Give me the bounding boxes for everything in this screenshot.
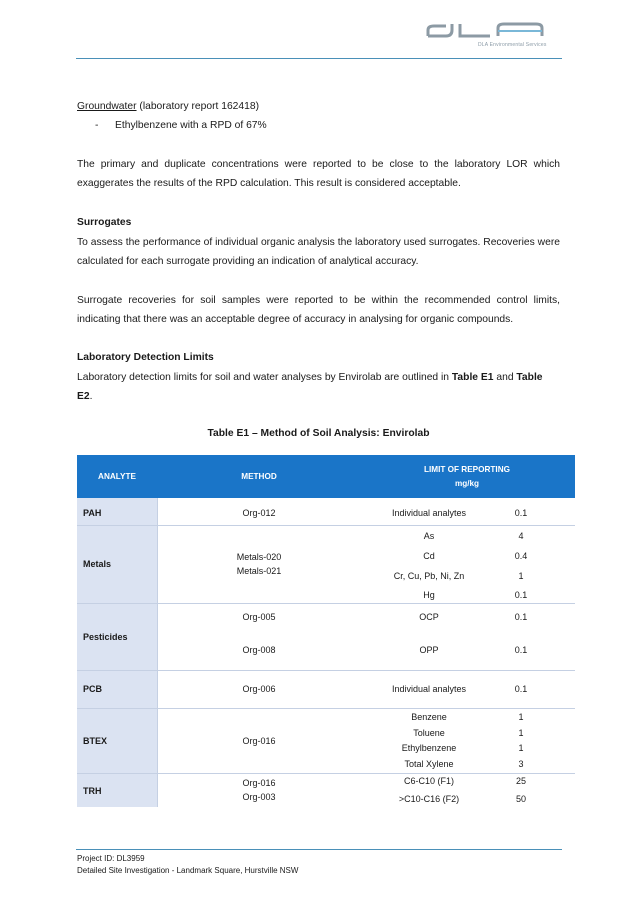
btex-param-benzene: Benzene [411,712,447,722]
bullet-dash: - [95,120,99,131]
btex-limit-benzene: 1 [518,712,524,722]
trh-limit-f1: 25 [515,776,526,786]
method-trh-org-016: Org-016 [242,778,276,788]
detection-period: . [89,391,93,402]
metals-param-crcupbnizn: Cr, Cu, Pb, Ni, Zn [393,571,465,581]
row-divider [77,773,575,774]
groundwater-line [77,97,560,116]
row-divider [77,670,575,671]
header-analyte: ANALYTE [98,472,136,481]
detection-paragraph [77,368,560,406]
metals-param-hg: Hg [423,590,435,600]
detection-text: Laboratory detection limits for soil and water analyses by Envirolab are outlined in [77,372,452,383]
analyte-pcb: PCB [83,684,103,694]
soil-analysis-table [77,455,575,807]
analyte-trh: TRH [83,786,102,796]
row-divider [77,708,575,709]
pesticides-param-ocp: OCP [419,612,439,622]
pah-parameter: Individual analytes [391,508,467,518]
pcb-parameter: Individual analytes [391,684,467,694]
metals-limit-cd: 0.4 [514,551,528,561]
method-pcb: Org-006 [242,684,276,694]
table-e1-ref: Table E1 [451,372,494,383]
btex-param-total-xylene: Total Xylene [404,759,454,769]
method-metals-021: Metals-021 [236,566,282,576]
pesticides-limit-ocp: 0.1 [514,612,528,622]
method-trh-org-003: Org-003 [242,792,276,802]
btex-param-toluene: Toluene [413,728,445,738]
groundwater-bullet [95,116,578,135]
dla-logo [424,18,556,58]
logo-subtitle: DLA Environmental Services [478,42,547,48]
trh-param-f1: C6-C10 (F1) [403,776,454,786]
detection-heading: Laboratory Detection Limits [77,352,214,363]
header-limit-unit: mg/kg [454,479,480,488]
row-divider [77,603,575,604]
pesticides-limit-opp: 0.1 [514,645,528,655]
metals-limit-crcupbnizn: 1 [518,571,524,581]
analyte-pesticides: Pesticides [83,632,128,642]
footer-project-id: Project ID: DL3959 [77,854,145,863]
method-org-008: Org-008 [242,645,276,655]
method-metals-020: Metals-020 [236,552,282,562]
trh-limit-f2: 50 [515,794,526,804]
row-divider [77,525,575,526]
analyte-btex: BTEX [83,736,108,746]
table-caption: Table E1 – Method of Soil Analysis: Envirolab [207,428,430,439]
groundwater-report: (laboratory report 162418) [136,101,260,112]
surrogates-heading: Surrogates [77,217,132,228]
column-divider [157,498,158,807]
pcb-limit: 0.1 [514,684,528,694]
detection-and: and [493,372,517,383]
surrogates-paragraph-2: Surrogate recoveries for soil samples were reported to be within the recommended control limits, indicating that there was an acceptable degree of accuracy in analysing for organic compounds. [77,295,560,325]
pesticides-param-opp: OPP [419,645,439,655]
trh-param-f2: >C10-C16 (F2) [398,794,460,804]
analyte-metals: Metals [83,559,112,569]
header-limit: LIMIT OF REPORTING [424,465,510,474]
btex-limit-total-xylene: 3 [518,759,524,769]
metals-limit-as: 4 [518,531,524,541]
footer-rule [76,849,562,850]
surrogates-paragraph-1: To assess the performance of individual organic analysis the laboratory used surrogates. Recoveries were calculated for each surrogate providing an indication of analytical accuracy. [77,237,560,267]
method-pah: Org-012 [242,508,276,518]
groundwater-heading: Groundwater [77,101,137,112]
footer-title: Detailed Site Investigation - Landmark Square, Hurstville NSW [77,866,299,875]
bullet-text: Ethylbenzene with a RPD of 67% [115,120,267,131]
analyte-column [77,498,157,807]
btex-limit-ethylbenzene: 1 [518,743,524,753]
header-rule [76,58,562,59]
rpd-paragraph: The primary and duplicate concentrations were reported to be close to the laboratory LOR which exaggerates the results of the RPD calculation. This result is considered acceptable. [77,159,560,189]
analyte-pah: PAH [83,508,102,518]
btex-limit-toluene: 1 [518,728,524,738]
method-btex: Org-016 [242,736,276,746]
pah-limit: 0.1 [514,508,528,518]
metals-param-cd: Cd [423,551,435,561]
method-org-005: Org-005 [242,612,276,622]
table-e2-ref: Table E2 [77,372,543,402]
header-method: METHOD [241,472,277,481]
btex-param-ethylbenzene: Ethylbenzene [401,743,457,753]
metals-param-as: As [423,531,435,541]
metals-limit-hg: 0.1 [514,590,528,600]
